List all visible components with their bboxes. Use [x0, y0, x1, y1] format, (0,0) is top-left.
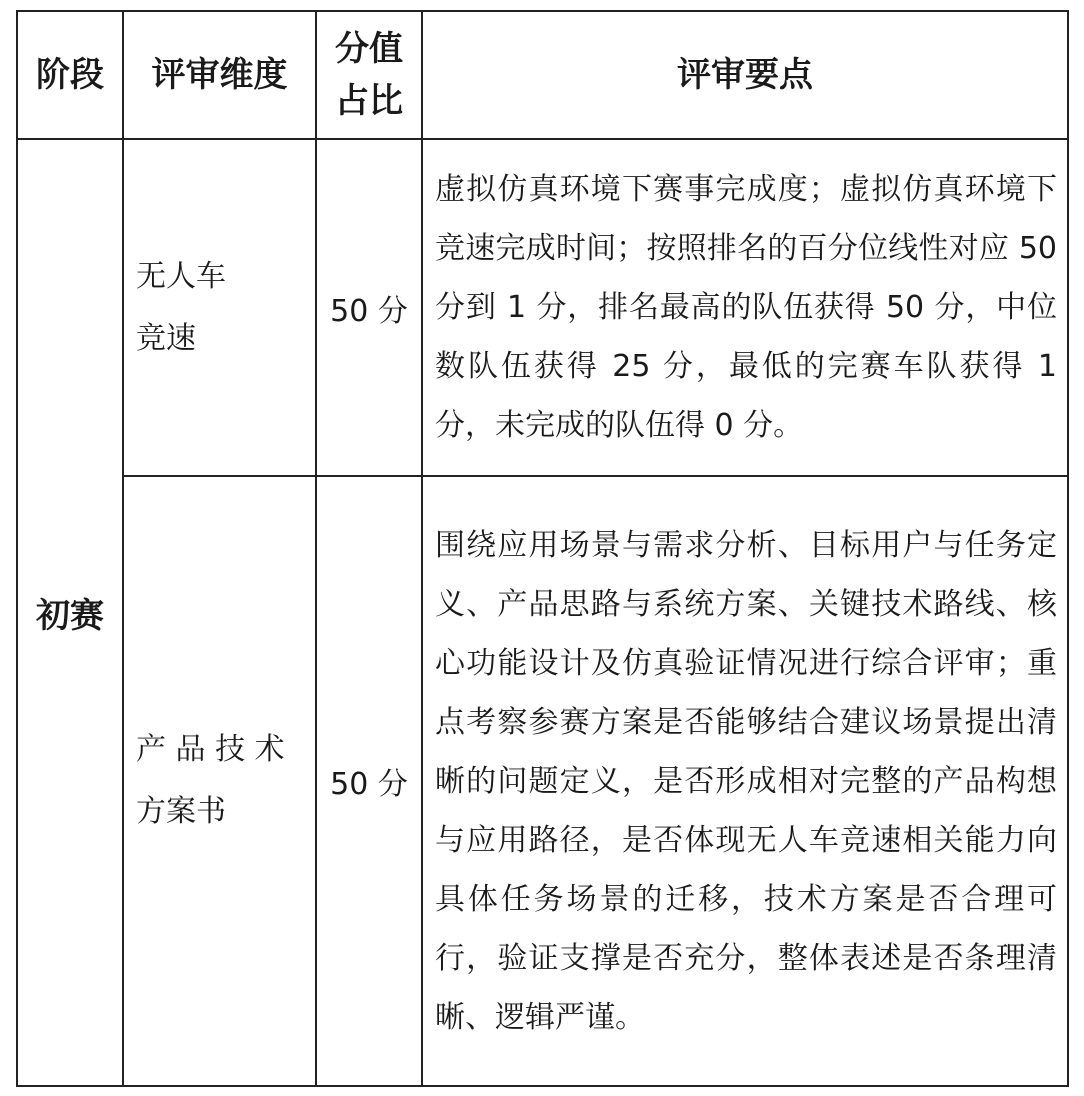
table-row	[17, 139, 1068, 476]
table-row	[17, 476, 1068, 1086]
dimension-cell: 产 品 技 术 方案书	[123, 476, 316, 1086]
dimension-cell: 无人车 竞速	[123, 139, 316, 476]
stage-cell: 初赛	[17, 139, 123, 1086]
header-points: 评审要点	[422, 11, 1068, 139]
weight-cell	[316, 139, 422, 476]
header-weight: 分值 占比	[316, 11, 422, 139]
header-dimension: 评审维度	[123, 11, 316, 139]
scoring-table	[16, 10, 1069, 1087]
weight-value: 50 分	[330, 293, 408, 329]
points-cell: 虚拟仿真环境下赛事完成度；虚拟仿真环境下竞速完成时间；按照排名的百分位线性对应 50 分到 1 分，排名最高的队伍获得 50 分，中位数队伍获得 25 分，最低的完赛车队获得 1 分，未完成的队伍得 0 分。	[422, 139, 1068, 476]
header-stage: 阶段	[17, 11, 123, 139]
table-header-row	[17, 11, 1068, 139]
points-cell: 围绕应用场景与需求分析、目标用户与任务定义、产品思路与系统方案、关键技术路线、核心功能设计及仿真验证情况进行综合评审；重点考察参赛方案是否能够结合建议场景提出清晰的问题定义，是否形成相对完整的产品构想与应用路径，是否体现无人车竞速相关能力向具体任务场景的迁移，技术方案是否合理可行，验证支撑是否充分，整体表述是否条理清晰、逻辑严谨。	[422, 476, 1068, 1086]
weight-cell	[316, 476, 422, 1086]
weight-value: 50 分	[330, 767, 408, 802]
